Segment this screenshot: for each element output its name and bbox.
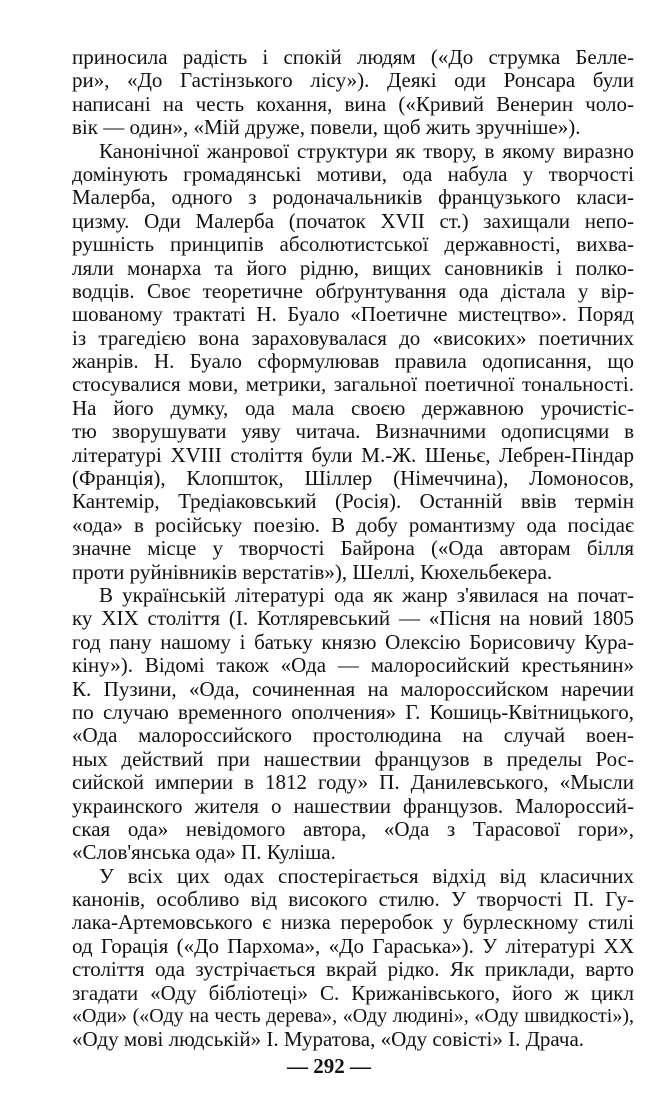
- text-line: цизму. Оди Малерба (початок XVII ст.) захищали непо-: [72, 208, 634, 233]
- text-line: стосувалися мови, метрики, загальної поетичної тональності.: [72, 372, 634, 397]
- text-line: рушність принципів абсолютистської державності, вихва-: [72, 232, 634, 257]
- text-line: В українській літературі ода як жанр з'явилася на почат-: [99, 582, 634, 607]
- text-line: «Оди» («Оду на честь дерева», «Оду людині», «Оду швидкості»),: [72, 1005, 634, 1028]
- page-body-text: [72, 46, 634, 1052]
- text-line: Канонічної жанрової структури як твору, в якому виразно: [99, 138, 634, 163]
- text-line: «Слов'янська ода» П. Куліша.: [72, 840, 336, 865]
- text-line: (Франція), Клопшток, Шіллер (Німеччина), Ломоносов,: [72, 466, 634, 491]
- text-line: приносила радість і спокій людям («До струмка Белле-: [72, 45, 634, 69]
- text-line: згадати «Оду бібліотеці» С. Крижанівського, його ж цикл: [72, 980, 634, 1005]
- text-line: ных действий при нашествии французов в пределы Рос-: [72, 746, 634, 771]
- text-line: кіну»). Відомі також «Ода — малоросийский крестьянин»: [72, 653, 634, 678]
- text-line: шованому трактаті Н. Буало «Поетичне мистецтво». Поряд: [72, 302, 634, 327]
- text-line: ская ода» невідомого автора, «Ода з Тарасової гори»,: [72, 816, 634, 841]
- text-line: «Оду мові людській» І. Муратова, «Оду совісті» І. Драча.: [72, 1027, 585, 1052]
- text-line: століття ода зустрічається вкрай рідко. Як приклади, варто: [72, 957, 634, 982]
- text-line: На його думку, ода мала своєю державною урочистіс-: [72, 395, 634, 420]
- text-line: по случаю временного ополчения» Г. Кошиць-Квітницького,: [72, 699, 634, 724]
- text-line: сийской империи в 1812 году» П. Данилевського, «Мысли: [72, 770, 634, 795]
- text-line: тю зворушувати уяву читача. Визначними одописцями в: [72, 419, 634, 444]
- text-line: написані на честь кохання, вина («Кривий Венерин чоло-: [72, 91, 634, 116]
- text-line: ку XIX століття (І. Котляревський — «Пісня на новий 1805: [72, 606, 634, 631]
- text-line: год пану нашому і батьку князю Олексію Борисовичу Кура-: [72, 629, 634, 654]
- text-line: значне місце у творчості Байрона («Ода авторам білля: [72, 536, 634, 561]
- text-line: жанрів. Н. Буало сформулював правила одописання, що: [72, 349, 634, 374]
- text-line: домінують громадянські мотиви, ода набула у творчості: [72, 161, 634, 186]
- text-line: ляли монарха та його рідню, вищих сановників і полко-: [72, 255, 634, 280]
- text-line: Кантемір, Тредіаковський (Росія). Останній ввів термін: [72, 489, 634, 514]
- text-line: К. Пузини, «Ода, сочиненная на малороссийском наречии: [72, 676, 634, 701]
- text-line: «Ода малороссийского простолюдина на случай воен-: [72, 723, 634, 748]
- page-number: — 292 —: [287, 1054, 371, 1078]
- text-line: лака-Артемовського є низка переробок у бурлескному стилі: [72, 910, 634, 935]
- text-line: проти руйнівників верстатів»), Шеллі, Кюхельбекера.: [72, 559, 553, 584]
- text-line: із трагедією вона зараховувалася до «високих» поетичних: [72, 325, 634, 350]
- text-line: У всіх цих одах спостерігається відхід від класичних: [99, 863, 634, 888]
- text-line: літературі XVIII століття були М.-Ж. Шеньє, Лебрен-Піндар: [72, 442, 634, 467]
- text-line: водців. Своє теоретичне обґрунтування ода дістала у вір-: [72, 278, 634, 303]
- text-line: «ода» в російську поезію. В добу романтизму ода посідає: [72, 512, 634, 537]
- text-line: украинского жителя о нашествии французов. Малороссий-: [72, 793, 634, 818]
- text-line: Малерба, одного з родоначальників французького класи-: [72, 185, 634, 210]
- text-line: ри», «До Гастінзького лісу»). Деякі оди Ронсара були: [72, 68, 634, 93]
- text-line: канонів, особливо від високого стилю. У творчості П. Гу-: [72, 887, 634, 912]
- text-line: вік — один», «Мій друже, повели, щоб жить зручніше»).: [72, 115, 581, 140]
- text-line: од Горація («До Пархома», «До Гараська»). У літературі XX: [72, 933, 634, 958]
